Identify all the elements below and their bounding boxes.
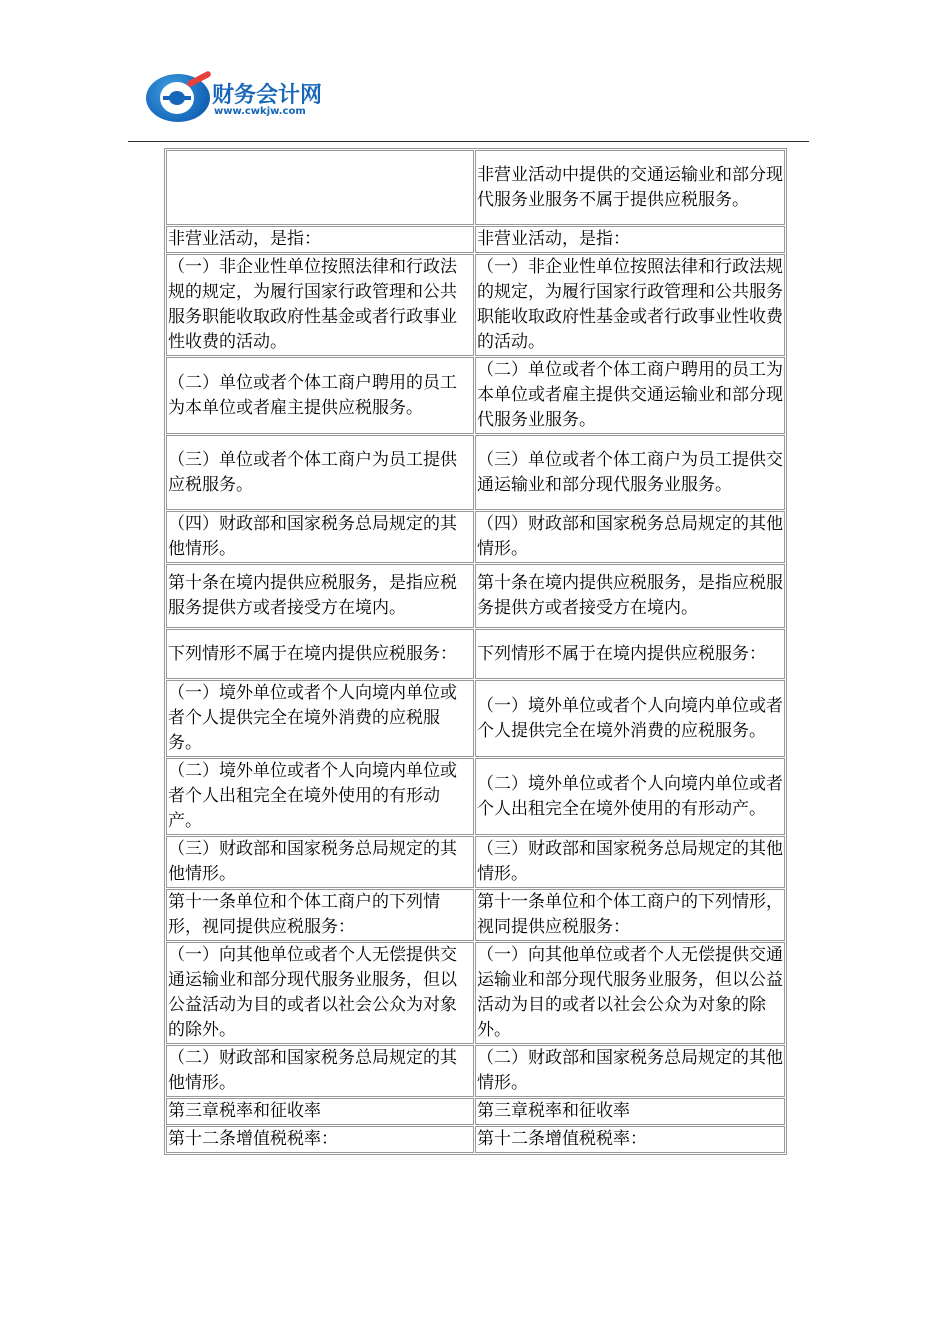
table-row bbox=[166, 889, 785, 941]
table-cell-old: 第三章税率和征收率 bbox=[166, 1098, 474, 1125]
table-row bbox=[166, 511, 785, 563]
table-cell-new: （一）非企业性单位按照法律和行政法规的规定，为履行国家行政管理和公共服务职能收取政府性基金或者行政事业性收费的活动。 bbox=[475, 254, 785, 356]
table-row bbox=[166, 1098, 785, 1125]
table-cell-new: 第三章税率和征收率 bbox=[475, 1098, 785, 1125]
table-cell-new: （二）单位或者个体工商户聘用的员工为本单位或者雇主提供交通运输业和部分现代服务业服务。 bbox=[475, 357, 785, 434]
table-cell-new: 非营业活动中提供的交通运输业和部分现代服务业服务不属于提供应税服务。 bbox=[475, 150, 785, 225]
table-cell-new: （三）财政部和国家税务总局规定的其他情形。 bbox=[475, 836, 785, 888]
table-cell-old: （一）境外单位或者个人向境内单位或者个人提供完全在境外消费的应税服务。 bbox=[166, 680, 474, 757]
logo-name: 财务会计网 bbox=[212, 83, 323, 108]
table-cell-old: （四）财政部和国家税务总局规定的其他情形。 bbox=[166, 511, 474, 563]
table-row bbox=[166, 254, 785, 356]
table-cell-old: 非营业活动，是指： bbox=[166, 226, 474, 253]
table-cell-new: （一）向其他单位或者个人无偿提供交通运输业和部分现代服务业服务，但以公益活动为目的或者以社会公众为对象的除外。 bbox=[475, 942, 785, 1044]
table-row bbox=[166, 357, 785, 434]
table-row bbox=[166, 435, 785, 510]
table-cell-old bbox=[166, 150, 474, 225]
table-cell-old: （一）向其他单位或者个人无偿提供交通运输业和部分现代服务业服务，但以公益活动为目的或者以社会公众为对象的除外。 bbox=[166, 942, 474, 1044]
table-cell-old: （二）单位或者个体工商户聘用的员工为本单位或者雇主提供应税服务。 bbox=[166, 357, 474, 434]
table-row bbox=[166, 1045, 785, 1097]
table-cell-old: （三）财政部和国家税务总局规定的其他情形。 bbox=[166, 836, 474, 888]
logo-url: www.cwkjw.com bbox=[214, 106, 306, 117]
comparison-table bbox=[164, 148, 787, 1155]
table-row bbox=[166, 836, 785, 888]
table-cell-old: （二）财政部和国家税务总局规定的其他情形。 bbox=[166, 1045, 474, 1097]
header-divider bbox=[128, 141, 809, 142]
table-row bbox=[166, 226, 785, 253]
table-cell-new: （三）单位或者个体工商户为员工提供交通运输业和部分现代服务业服务。 bbox=[475, 435, 785, 510]
table-cell-new: （一）境外单位或者个人向境内单位或者个人提供完全在境外消费的应税服务。 bbox=[475, 680, 785, 757]
table-cell-old: （三）单位或者个体工商户为员工提供应税服务。 bbox=[166, 435, 474, 510]
table-cell-old: 第十条在境内提供应税服务，是指应税服务提供方或者接受方在境内。 bbox=[166, 564, 474, 628]
table-cell-new: 第十条在境内提供应税服务，是指应税服务提供方或者接受方在境内。 bbox=[475, 564, 785, 628]
site-logo[interactable] bbox=[146, 72, 346, 126]
table-cell-new: （二）境外单位或者个人向境内单位或者个人出租完全在境外使用的有形动产。 bbox=[475, 758, 785, 835]
table-cell-old: （二）境外单位或者个人向境内单位或者个人出租完全在境外使用的有形动产。 bbox=[166, 758, 474, 835]
table-cell-old: 第十一条单位和个体工商户的下列情形，视同提供应税服务： bbox=[166, 889, 474, 941]
table-cell-old: 第十二条增值税税率： bbox=[166, 1126, 474, 1153]
table-row bbox=[166, 629, 785, 679]
table-row bbox=[166, 680, 785, 757]
table-row bbox=[166, 150, 785, 225]
table-cell-new: （二）财政部和国家税务总局规定的其他情形。 bbox=[475, 1045, 785, 1097]
table-row bbox=[166, 564, 785, 628]
table-cell-old: （一）非企业性单位按照法律和行政法规的规定，为履行国家行政管理和公共服务职能收取政府性基金或者行政事业性收费的活动。 bbox=[166, 254, 474, 356]
table-row bbox=[166, 1126, 785, 1153]
table-cell-new: 第十二条增值税税率： bbox=[475, 1126, 785, 1153]
table-cell-new: 下列情形不属于在境内提供应税服务： bbox=[475, 629, 785, 679]
table-row bbox=[166, 758, 785, 835]
table-row bbox=[166, 942, 785, 1044]
table-cell-new: 第十一条单位和个体工商户的下列情形，视同提供应税服务： bbox=[475, 889, 785, 941]
table-cell-new: 非营业活动，是指： bbox=[475, 226, 785, 253]
table-cell-old: 下列情形不属于在境内提供应税服务： bbox=[166, 629, 474, 679]
table-cell-new: （四）财政部和国家税务总局规定的其他情形。 bbox=[475, 511, 785, 563]
